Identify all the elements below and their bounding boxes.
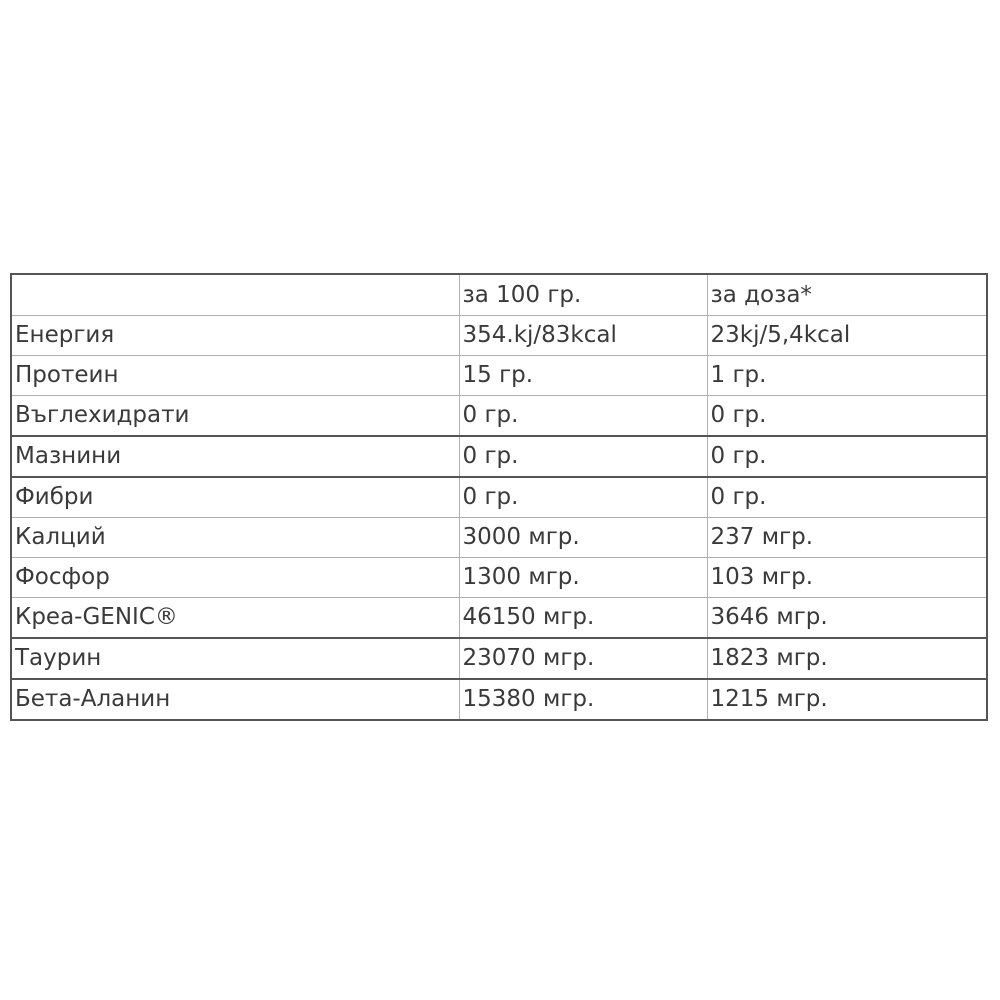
nutrition-table (10, 273, 988, 721)
table-row (11, 356, 987, 396)
value-per-dose: 103 мгр. (707, 558, 987, 598)
table-row (11, 396, 987, 437)
value-per-dose: 1823 мгр. (707, 638, 987, 679)
header-cell-name (11, 274, 459, 316)
header-cell-per-dose: за доза* (707, 274, 987, 316)
value-per-100g: 15380 мгр. (459, 679, 707, 720)
nutrient-name: Енергия (11, 316, 459, 356)
header-cell-per-100g: за 100 гр. (459, 274, 707, 316)
nutrient-name: Фосфор (11, 558, 459, 598)
table-row (11, 436, 987, 477)
value-per-100g: 3000 мгр. (459, 518, 707, 558)
value-per-dose: 3646 мгр. (707, 598, 987, 639)
value-per-dose: 1 гр. (707, 356, 987, 396)
nutrient-name: Фибри (11, 477, 459, 518)
value-per-dose: 237 мгр. (707, 518, 987, 558)
value-per-dose: 0 гр. (707, 436, 987, 477)
value-per-100g: 0 гр. (459, 436, 707, 477)
nutrient-name: Протеин (11, 356, 459, 396)
nutrient-name: Бета-Аланин (11, 679, 459, 720)
table-row (11, 638, 987, 679)
value-per-dose: 0 гр. (707, 477, 987, 518)
nutrient-name: Калций (11, 518, 459, 558)
value-per-100g: 0 гр. (459, 396, 707, 437)
table-row (11, 679, 987, 720)
table-row (11, 598, 987, 639)
value-per-dose: 23kj/5,4kcal (707, 316, 987, 356)
value-per-100g: 23070 мгр. (459, 638, 707, 679)
value-per-dose: 0 гр. (707, 396, 987, 437)
table-header-row (11, 274, 987, 316)
value-per-dose: 1215 мгр. (707, 679, 987, 720)
value-per-100g: 0 гр. (459, 477, 707, 518)
nutrient-name: Креа-GENIC® (11, 598, 459, 639)
table-row (11, 477, 987, 518)
value-per-100g: 354.kj/83kcal (459, 316, 707, 356)
nutrient-name: Мазнини (11, 436, 459, 477)
table-row (11, 518, 987, 558)
table-row (11, 558, 987, 598)
nutrient-name: Таурин (11, 638, 459, 679)
value-per-100g: 1300 мгр. (459, 558, 707, 598)
nutrient-name: Въглехидрати (11, 396, 459, 437)
table-row (11, 316, 987, 356)
value-per-100g: 46150 мгр. (459, 598, 707, 639)
value-per-100g: 15 гр. (459, 356, 707, 396)
